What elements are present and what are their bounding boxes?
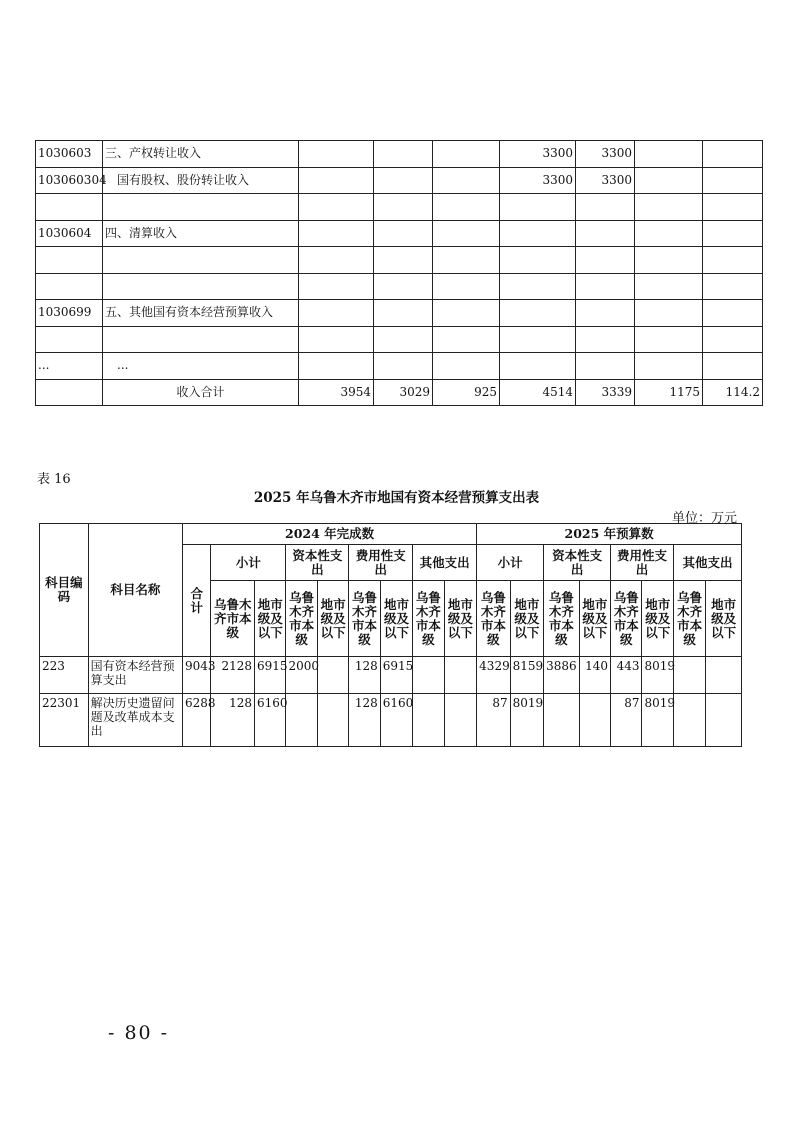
value-cell: 128 <box>349 657 380 694</box>
value-cell <box>374 273 433 300</box>
value-cell <box>433 167 500 194</box>
subject-name: 解决历史遗留问题及改革成本支出 <box>88 694 182 747</box>
value-cell <box>635 141 703 168</box>
value-cell <box>433 247 500 274</box>
value-cell: 6160 <box>255 694 286 747</box>
value-cell <box>433 273 500 300</box>
value-cell <box>299 300 374 327</box>
header-total: 合计 <box>183 545 211 657</box>
value-cell <box>703 300 763 327</box>
value-cell: 2128 <box>211 657 255 694</box>
table-row <box>36 300 763 327</box>
header-capital-2025: 资本性支出 <box>544 545 611 581</box>
header-city-level: 乌鲁木齐市本级 <box>544 581 580 657</box>
value-cell: 87 <box>477 694 510 747</box>
value-cell <box>299 326 374 353</box>
header-local-level: 地市级及以下 <box>642 581 673 657</box>
header-capital-2024: 资本性支出 <box>286 545 349 581</box>
subject-code <box>36 273 103 300</box>
value-cell <box>433 220 500 247</box>
table-row <box>36 141 763 168</box>
header-local-level: 地市级及以下 <box>444 581 477 657</box>
value-cell <box>703 194 763 221</box>
value-cell <box>635 273 703 300</box>
value-cell <box>703 273 763 300</box>
subject-code <box>36 326 103 353</box>
header-city-level: 乌鲁木齐市本级 <box>349 581 380 657</box>
header-subtotal-2025: 小计 <box>477 545 544 581</box>
value-cell <box>635 326 703 353</box>
subject-code: 22301 <box>40 694 89 747</box>
subject-code <box>36 194 103 221</box>
value-cell: 3300 <box>576 141 635 168</box>
value-cell: 8019 <box>642 694 673 747</box>
value-cell <box>500 353 576 380</box>
value-cell <box>703 220 763 247</box>
value-cell: 8159 <box>510 657 543 694</box>
header-local-level: 地市级及以下 <box>255 581 286 657</box>
value-cell: 3300 <box>500 141 576 168</box>
value-cell: 128 <box>211 694 255 747</box>
value-cell <box>576 273 635 300</box>
value-cell <box>374 141 433 168</box>
value-cell <box>374 167 433 194</box>
value-cell <box>299 247 374 274</box>
header-2024: 2024 年完成数 <box>183 524 477 545</box>
value-cell <box>576 220 635 247</box>
value-cell <box>635 194 703 221</box>
header-code: 科目编码 <box>40 524 89 657</box>
value-cell: 4329 <box>477 657 510 694</box>
value-cell <box>500 194 576 221</box>
expense-table <box>39 523 742 747</box>
value-cell <box>444 694 477 747</box>
value-cell: 3886 <box>544 657 580 694</box>
value-cell <box>374 300 433 327</box>
value-cell <box>500 326 576 353</box>
income-table <box>35 140 763 406</box>
value-cell <box>635 220 703 247</box>
value-cell: 6160 <box>380 694 412 747</box>
subject-code: 1030604 <box>36 220 103 247</box>
header-local-level: 地市级及以下 <box>706 581 742 657</box>
value-cell: 8019 <box>642 657 673 694</box>
value-cell <box>500 300 576 327</box>
table-row <box>36 326 763 353</box>
value-cell <box>299 194 374 221</box>
header-expense-2024: 费用性支出 <box>349 545 413 581</box>
value-cell <box>706 694 742 747</box>
value-cell <box>299 353 374 380</box>
subject-name: 四、清算收入 <box>103 220 299 247</box>
table-label: 表 16 <box>37 472 71 487</box>
total-code-cell <box>36 379 103 406</box>
table-row <box>40 657 742 694</box>
header-local-level: 地市级及以下 <box>317 581 348 657</box>
total-value: 3954 <box>299 379 374 406</box>
value-cell <box>635 300 703 327</box>
table-title: 2025 年乌鲁木齐市地国有资本经营预算支出表 <box>253 490 540 506</box>
value-cell <box>299 220 374 247</box>
value-cell <box>706 657 742 694</box>
total-value: 114.2 <box>703 379 763 406</box>
table-row <box>36 247 763 274</box>
value-cell <box>635 247 703 274</box>
value-cell <box>703 141 763 168</box>
table-row <box>36 167 763 194</box>
value-cell <box>413 657 444 694</box>
header-city-level: 乌鲁木齐市本级 <box>413 581 444 657</box>
header-expense-2025: 费用性支出 <box>611 545 674 581</box>
value-cell <box>433 141 500 168</box>
value-cell <box>576 326 635 353</box>
value-cell <box>579 694 610 747</box>
value-cell <box>374 194 433 221</box>
value-cell <box>703 326 763 353</box>
table-row <box>36 273 763 300</box>
header-city-level: 乌鲁木齐市本级 <box>477 581 510 657</box>
value-cell <box>374 326 433 353</box>
value-cell: 443 <box>611 657 642 694</box>
value-cell: 3300 <box>576 167 635 194</box>
total-row <box>36 379 763 406</box>
value-cell <box>374 353 433 380</box>
subject-name <box>103 194 299 221</box>
subject-name: ... <box>103 353 299 380</box>
value-cell <box>544 694 580 747</box>
value-cell: 9043 <box>183 657 211 694</box>
page-number: - 80 - <box>108 1022 170 1044</box>
value-cell: 128 <box>349 694 380 747</box>
total-label: 收入合计 <box>103 379 299 406</box>
value-cell <box>374 247 433 274</box>
subject-name <box>103 247 299 274</box>
header-subtotal-2024: 小计 <box>211 545 286 581</box>
table-row <box>36 353 763 380</box>
subject-name: 五、其他国有资本经营预算收入 <box>103 300 299 327</box>
subject-code: 223 <box>40 657 89 694</box>
value-cell: 6915 <box>255 657 286 694</box>
value-cell: 3300 <box>500 167 576 194</box>
value-cell: 6288 <box>183 694 211 747</box>
value-cell <box>576 300 635 327</box>
value-cell: 6915 <box>380 657 412 694</box>
value-cell <box>673 657 705 694</box>
header-local-level: 地市级及以下 <box>579 581 610 657</box>
subject-name <box>103 326 299 353</box>
subject-code: 1030603 <box>36 141 103 168</box>
subject-code: 1030699 <box>36 300 103 327</box>
value-cell <box>433 326 500 353</box>
value-cell <box>433 194 500 221</box>
value-cell <box>576 353 635 380</box>
header-local-level: 地市级及以下 <box>380 581 412 657</box>
subject-code <box>36 247 103 274</box>
value-cell <box>317 657 348 694</box>
unit-label: 单位：万元 <box>672 511 738 526</box>
value-cell <box>703 167 763 194</box>
value-cell <box>673 694 705 747</box>
table-row <box>40 694 742 747</box>
value-cell <box>286 694 317 747</box>
value-cell <box>433 353 500 380</box>
value-cell <box>299 141 374 168</box>
total-value: 925 <box>433 379 500 406</box>
header-city-level: 乌鲁木齐市本级 <box>611 581 642 657</box>
header-name: 科目名称 <box>88 524 182 657</box>
value-cell: 140 <box>579 657 610 694</box>
value-cell <box>703 353 763 380</box>
value-cell <box>299 273 374 300</box>
header-city-level: 乌鲁木齐市本级 <box>211 581 255 657</box>
value-cell <box>576 194 635 221</box>
value-cell <box>433 300 500 327</box>
value-cell <box>635 353 703 380</box>
subject-name <box>103 273 299 300</box>
subject-name: 国有股权、股份转让收入 <box>103 167 299 194</box>
total-value: 3339 <box>576 379 635 406</box>
header-local-level: 地市级及以下 <box>510 581 543 657</box>
header-city-level: 乌鲁木齐市本级 <box>673 581 705 657</box>
value-cell <box>703 247 763 274</box>
total-value: 1175 <box>635 379 703 406</box>
value-cell <box>374 220 433 247</box>
value-cell: 87 <box>611 694 642 747</box>
value-cell: 2000 <box>286 657 317 694</box>
table-row <box>36 220 763 247</box>
value-cell <box>635 167 703 194</box>
value-cell <box>317 694 348 747</box>
subject-code: ... <box>36 353 103 380</box>
value-cell <box>413 694 444 747</box>
value-cell <box>500 273 576 300</box>
value-cell: 8019 <box>510 694 543 747</box>
value-cell <box>444 657 477 694</box>
header-other-2025: 其他支出 <box>673 545 741 581</box>
subject-code: 103060304 <box>36 167 103 194</box>
header-2025: 2025 年预算数 <box>477 524 742 545</box>
subject-name: 国有资本经营预算支出 <box>88 657 182 694</box>
value-cell <box>500 247 576 274</box>
value-cell <box>299 167 374 194</box>
total-value: 3029 <box>374 379 433 406</box>
value-cell <box>500 220 576 247</box>
total-value: 4514 <box>500 379 576 406</box>
table-row <box>36 194 763 221</box>
header-city-level: 乌鲁木齐市本级 <box>286 581 317 657</box>
header-other-2024: 其他支出 <box>413 545 477 581</box>
subject-name: 三、产权转让收入 <box>103 141 299 168</box>
value-cell <box>576 247 635 274</box>
